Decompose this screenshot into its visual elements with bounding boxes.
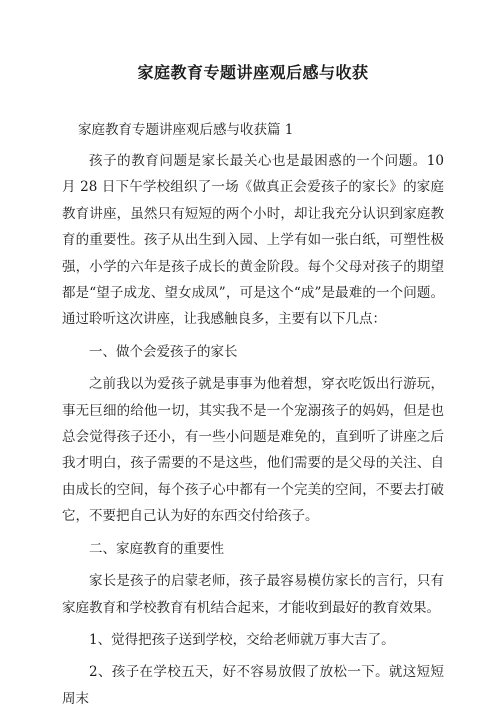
document-title: 家庭教育专题讲座观后感与收获 bbox=[137, 63, 369, 82]
section-heading-2: 二、家庭教育的重要性 bbox=[89, 540, 224, 557]
section-paragraph-2: 家长是孩子的启蒙老师，孩子最容易模仿家长的言行，只有家庭教育和学校教育有机结合起来，才能收到最好的教育效果。 bbox=[62, 573, 444, 616]
list-item-1: 1、觉得把孩子送到学校，交给老师就万事大吉了。 bbox=[89, 631, 395, 648]
document-subtitle: 家庭教育专题讲座观后感与收获篇 1 bbox=[78, 122, 294, 138]
document-body bbox=[62, 148, 444, 712]
section-paragraph-1: 之前我以为爱孩子就是事事为他着想，穿衣吃饭出行游玩，事无巨细的给他一切，其实我不是一个宠溺孩子的妈妈，但是也总会觉得孩子还小，有一些小问题是难免的，直到听了讲座之后我才明白，孩子需要的不是这些，他们需要的是父母的关注、自由成长的空间，每个孩子心中都有一个完美的空间，不要去打破它，不要把自己认为好的东西交付给孩子。 bbox=[62, 376, 444, 525]
intro-paragraph: 孩子的教育问题是家长最关心也是最困惑的一个问题。10 月 28 日下午学校组织了一场《做真正会爱孩子的家长》的家庭教育讲座，虽然只有短短的两个小时，却让我充分认识到家庭教育的重要性。孩子从出生到入园、上学有如一张白纸，可塑性极强，小学的六年是孩子成长的黄金阶段。每个父母对孩子的期望都是“望子成龙、望女成凤”，可是这个“成”是最难的一个问题。通过聆听这次讲座，让我感触良多，主要有以下几点： bbox=[62, 153, 444, 328]
section-heading-1: 一、做个会爱孩子的家长 bbox=[89, 343, 238, 360]
list-item-2: 2、孩子在学校五天，好不容易放假了放松一下。就这短短周末 bbox=[62, 664, 444, 707]
